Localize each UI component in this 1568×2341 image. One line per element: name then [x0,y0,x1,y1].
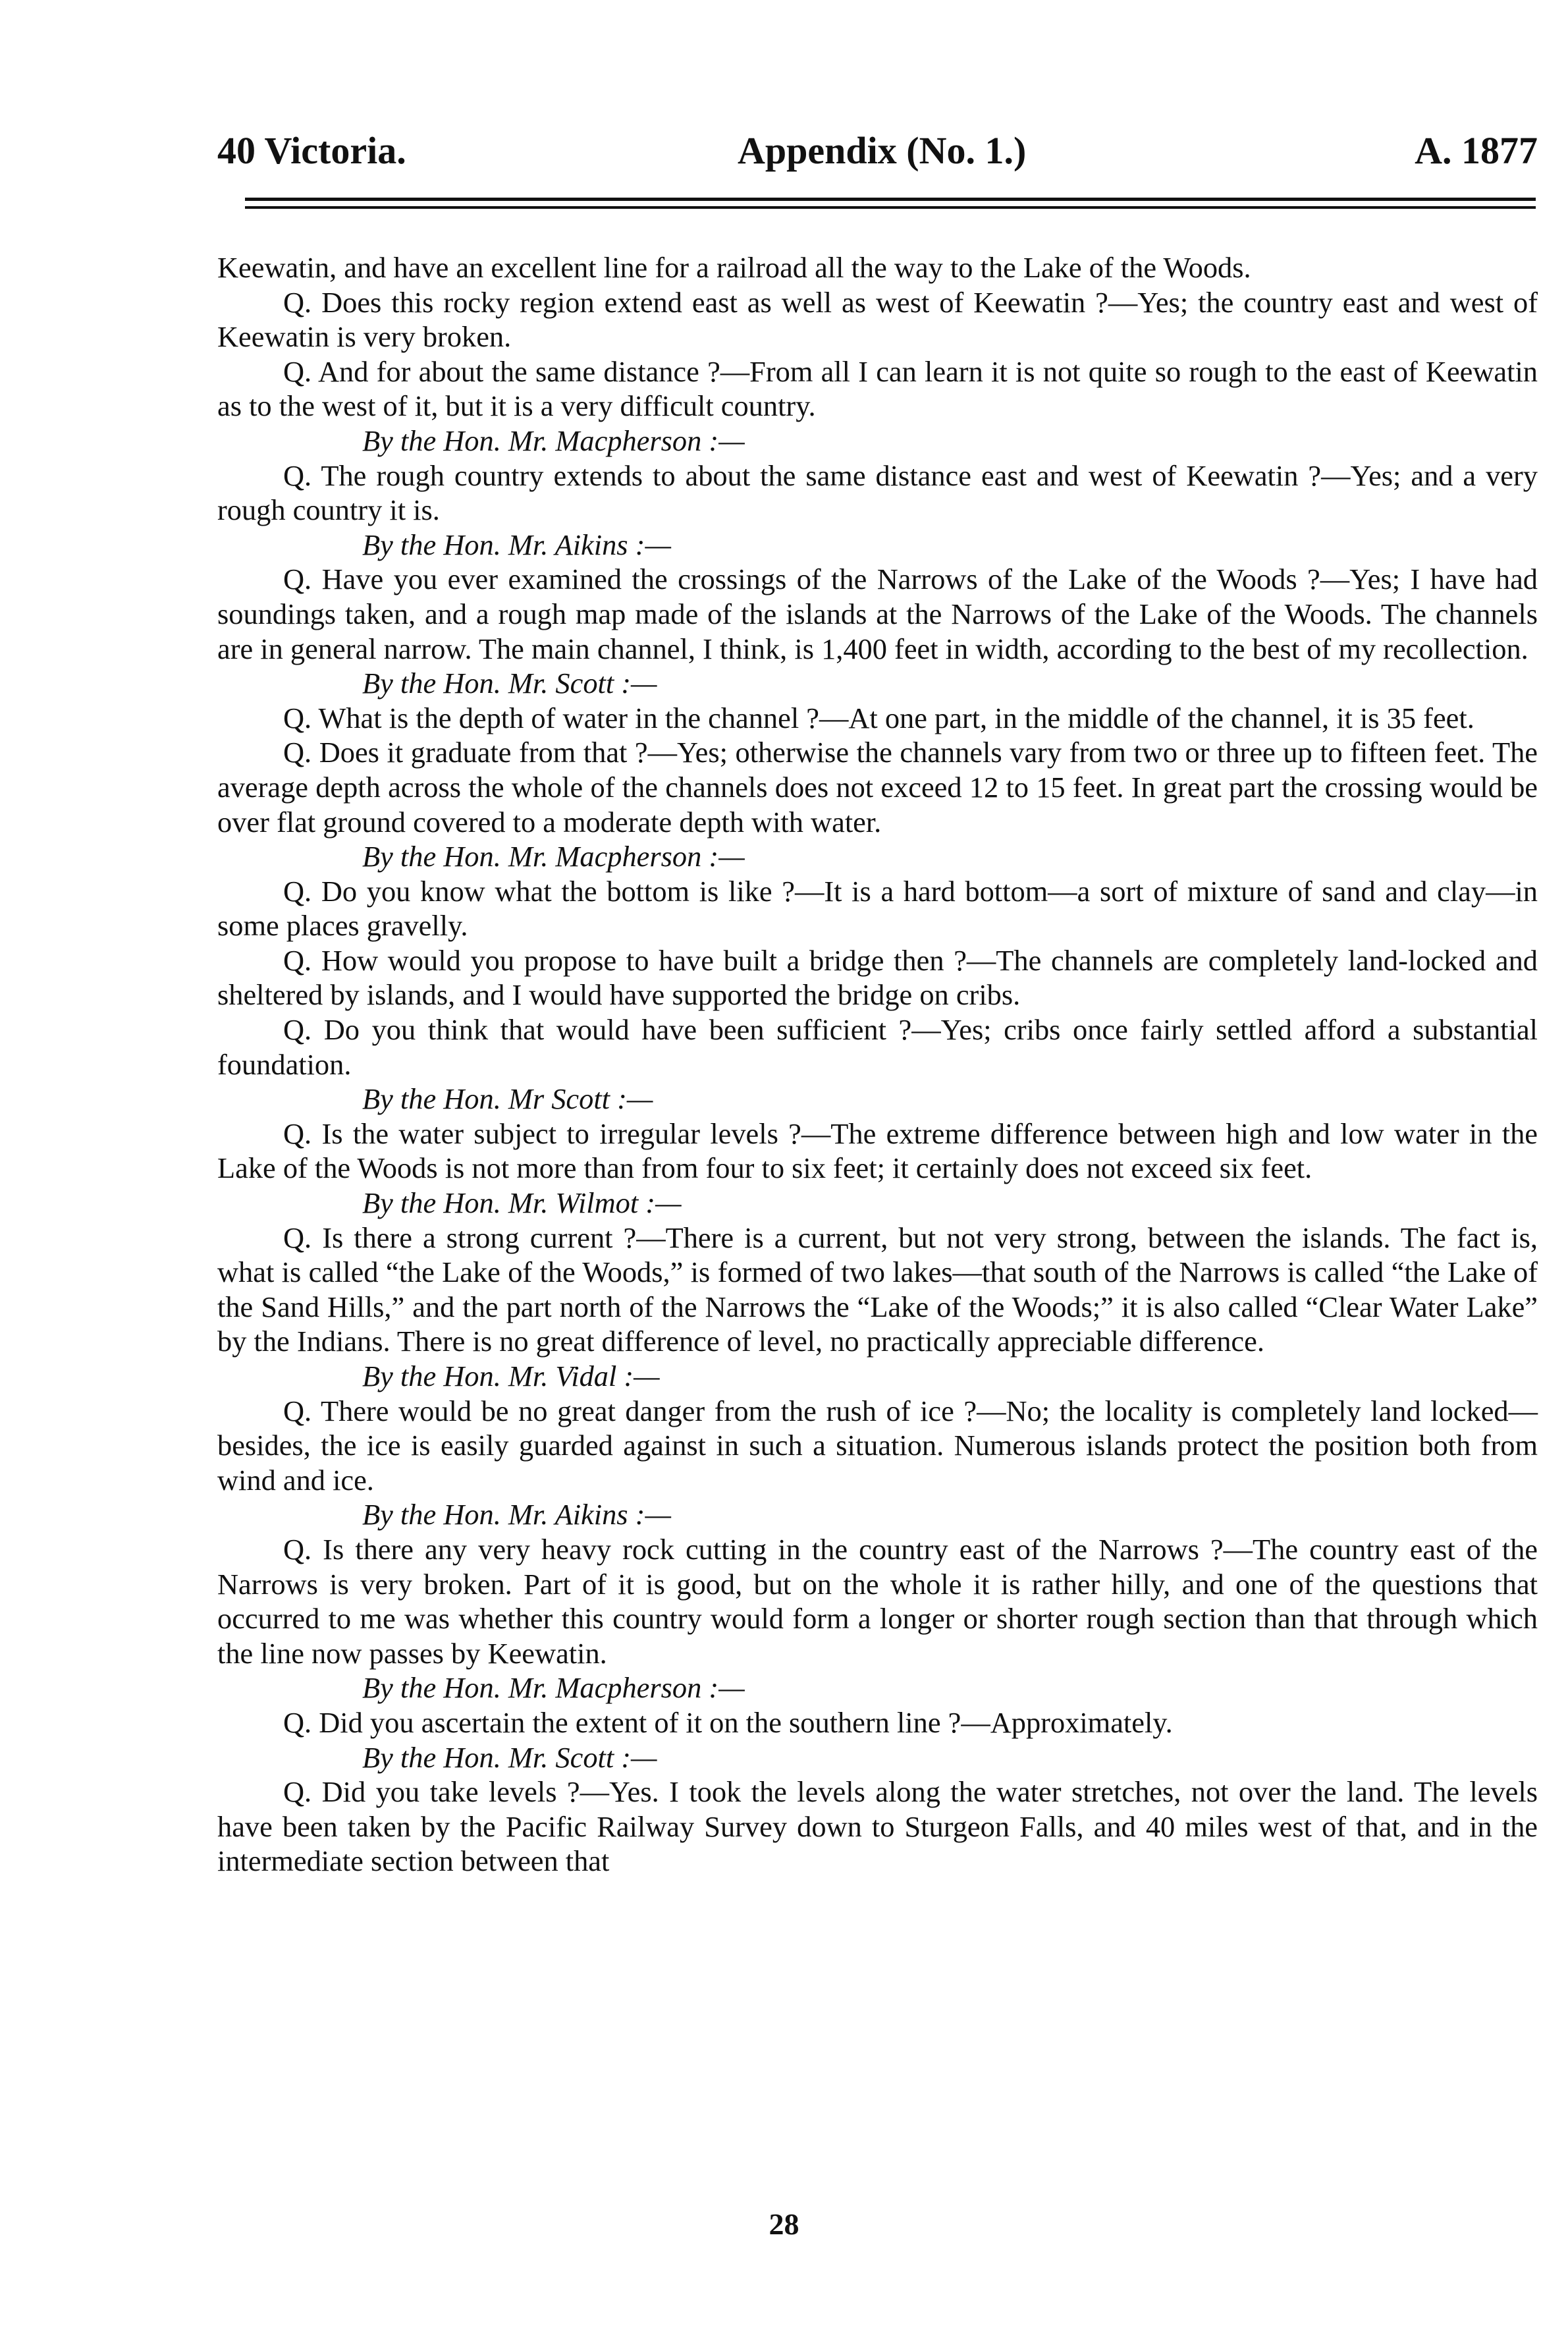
header-appendix: Appendix (No. 1.) [738,129,1027,172]
speaker-line: By the Hon. Mr. Scott :— [362,1740,657,1774]
body-paragraph: Keewatin, and have an excellent line for a railroad all the way to the Lake of the Woods. [217,251,1251,284]
question-paragraph: Q. What is the depth of water in the channel ?—At one part, in the middle of the channel, it is 35 feet. [283,701,1474,734]
question-paragraph: Q. Is there any very heavy rock cutting in the country east of the Narrows ?—The country east of the Narrows is very broken. Part of it is good, but on the whole it is rather hilly, and one of the questions that occurred to me was whether this country would form a longer or shorter rough section than that through which the line now passes by Keewatin. [217,1532,1538,1670]
question-paragraph: Q. Does this rocky region extend east as well as west of Keewatin ?—Yes; the country east and west of Keewatin is very broken. [217,285,1538,354]
speaker-line: By the Hon. Mr. Macpherson :— [362,1671,745,1705]
header-double-rule [245,198,1536,212]
document-body [217,250,1538,1879]
page-number: 28 [769,2207,799,2241]
speaker-line: By the Hon. Mr. Scott :— [362,667,657,700]
question-paragraph: Q. Is there a strong current ?—There is a current, but not very strong, between the islands. The fact is, what is called “the Lake of the Woods,” is formed of two lakes—that south of the Narrows is called “the Lake of the Sand Hills,” and the part north of the Narrows the “Lake of the Woods;” it is also called “Clear Water Lake” by the Indians. There is no great difference of level, no practically appreciable difference. [217,1221,1538,1358]
question-paragraph: Q. Do you think that would have been sufficient ?—Yes; cribs once fairly settled afford a substantial foundation. [217,1013,1538,1081]
question-paragraph: Q. Do you know what the bottom is like ?—It is a hard bottom—a sort of mixture of sand and clay—in some places gravelly. [217,874,1538,943]
speaker-line: By the Hon. Mr. Wilmot :— [362,1186,682,1220]
header-session: 40 Victoria. [217,129,406,172]
speaker-line: By the Hon. Mr. Vidal :— [362,1360,660,1392]
question-paragraph: Q. There would be no great danger from the rush of ice ?—No; the locality is completely land locked—besides, the ice is easily guarded against in such a situation. Numerous islands protect the position both from wind and ice. [217,1394,1538,1497]
speaker-line: By the Hon. Mr. Aikins :— [362,528,671,561]
speaker-line: By the Hon. Mr. Aikins :— [362,1498,671,1531]
page-header [217,128,1538,175]
question-paragraph: Q. How would you propose to have built a bridge then ?—The channels are completely land-locked and sheltered by islands, and I would have supported the bridge on cribs. [217,943,1538,1012]
speaker-line: By the Hon. Mr Scott :— [362,1082,653,1116]
question-paragraph: Q. Did you ascertain the extent of it on the southern line ?—Approximately. [283,1705,1173,1739]
header-year: A. 1877 [1415,129,1538,172]
speaker-line: By the Hon. Mr. Macpherson :— [362,840,745,873]
question-paragraph: Q. Did you take levels ?—Yes. I took the levels along the water stretches, not over the land. The levels have been taken by the Pacific Railway Survey down to Sturgeon Falls, and 40 miles west of that, and in the intermediate section between that [217,1775,1538,1878]
question-paragraph: Q. Does it graduate from that ?—Yes; otherwise the channels vary from two or three up to fifteen feet. The average depth across the whole of the channels does not exceed 12 to 15 feet. In great part the crossing would be over flat ground covered to a moderate depth with water. [217,736,1538,839]
question-paragraph: Q. And for about the same distance ?—From all I can learn it is not quite so rough to the east of Keewatin as to the west of it, but it is a very difficult country. [217,354,1538,423]
speaker-line: By the Hon. Mr. Macpherson :— [362,424,745,457]
question-paragraph: Q. The rough country extends to about the same distance east and west of Keewatin ?—Yes; and a very rough country it is. [217,458,1538,527]
question-paragraph: Q. Is the water subject to irregular levels ?—The extreme difference between high and low water in the Lake of the Woods is not more than from four to six feet; it certainly does not exceed six feet. [217,1116,1538,1185]
question-paragraph: Q. Have you ever examined the crossings of the Narrows of the Lake of the Woods ?—Yes; I have had soundings taken, and a rough map made of the islands at the Narrows of the Lake of the Woods. The channels are in general narrow. The main channel, I think, is 1,400 feet in width, according to the best of my recollection. [217,563,1538,665]
